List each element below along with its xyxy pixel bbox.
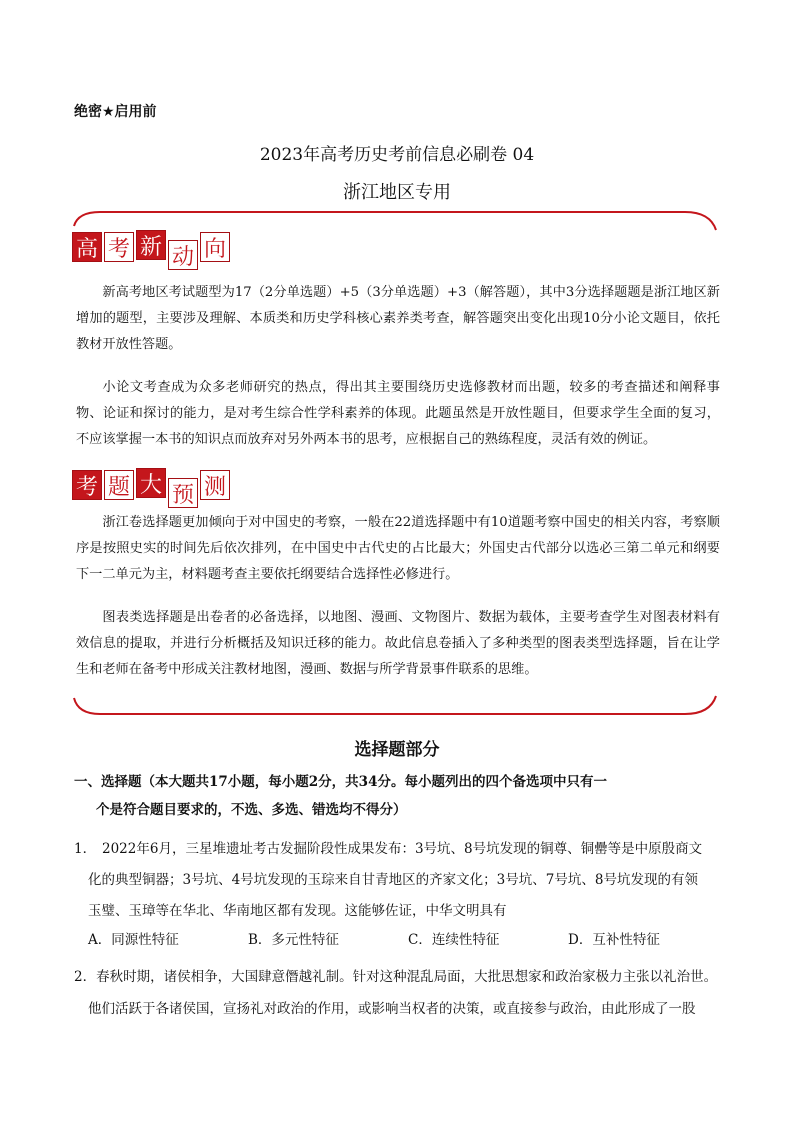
- forecast-paragraph-1: 浙江卷选择题更加倾向于对中国史的考察，一般在22道选择题中有10道题考察中国史的相关内容，考察顺序是按照史实的时间先后依次排列，在中国史中古代史的占比最大；外国史古代部分以选必三第二单元和纲要下一二单元为主，材料题考查主要依托纲要结合选择性必修进行。: [76, 515, 720, 582]
- badge-char: 动: [168, 240, 198, 270]
- question-2: [74, 961, 734, 1025]
- page-title: 2023年高考历史考前信息必刷卷 04: [259, 145, 535, 165]
- badge-char: 大: [136, 468, 166, 498]
- question-text-line: 2．春秋时期，诸侯相争，大国肆意僭越礼制。针对这种混乱局面，大批思想家和政治家极力主张以礼治世。: [74, 969, 718, 985]
- badge-char: 题: [104, 470, 134, 500]
- question-number: 1．: [74, 841, 97, 857]
- badge-char: 考: [72, 470, 102, 500]
- section-instructions: [74, 768, 724, 824]
- section-heading: 一、选择题: [74, 774, 142, 790]
- forecast-paragraph-2: 图表类选择题是出卷者的必备选择，以地图、漫画、文物图片、数据为载体，主要考查学生对图表材料有效信息的提取，并进行分析概括及知识迁移的能力。故此信息卷插入了多种类型的图表类型选择题，旨在让学生和老师在备考中形成关注教材地图，漫画、数据与所学背景事件联系的思维。: [76, 610, 720, 677]
- badge-char: 向: [200, 232, 230, 262]
- badge-char: 新: [136, 230, 166, 260]
- section-note-line-2: 个是符合题目要求的，不选、多选、错选均不得分）: [96, 802, 407, 818]
- badge-exam-forecast: [72, 470, 230, 508]
- page-subtitle: 浙江地区专用: [343, 182, 451, 203]
- badge-char: 测: [200, 470, 230, 500]
- section-title: 选择题部分: [354, 740, 440, 760]
- intro-paragraph-1: 新高考地区考试题型为17（2分单选题）+5（3分单选题）+3（解答题），其中3分选择题题是浙江地区新增加的题型，主要涉及理解、本质类和历史学科核心素养类考查，解答题突出变化出现10分小论文题目，依托教材开放性答题。: [76, 285, 720, 352]
- question-text-line: 他们活跃于各诸侯国，宣扬礼对政治的作用，或影响当权者的决策，或直接参与政治，由此形成了一股: [88, 1001, 696, 1017]
- badge-char: 预: [168, 478, 198, 508]
- question-text-line: 化的典型铜器；3号坑、4号坑发现的玉琮来自甘青地区的齐家文化；3号坑、7号坑、8号坑发现的有领: [88, 872, 698, 888]
- question-1: [74, 834, 724, 927]
- question-text-line: 2022年6月，三星堆遗址考古发掘阶段性成果发布：3号坑、8号坑发现的铜尊、铜罍等是中原殷商文: [102, 841, 703, 857]
- badge-gaokao-trends: [72, 232, 230, 270]
- confidential-label: 绝密★启用前: [74, 104, 157, 120]
- badge-char: 考: [104, 232, 134, 262]
- section-note-line-1: （本大题共17小题，每小题2分，共34分。每小题列出的四个备选项中只有一: [141, 774, 607, 790]
- option-b[interactable]: B．多元性特征: [248, 932, 339, 948]
- option-a[interactable]: A．同源性特征: [88, 932, 179, 948]
- question-1-options: [88, 928, 728, 948]
- option-d[interactable]: D．互补性特征: [568, 932, 660, 948]
- option-c[interactable]: C．连续性特征: [408, 932, 500, 948]
- badge-char: 高: [72, 232, 102, 262]
- intro-paragraph-2: 小论文考查成为众多老师研究的热点，得出其主要围绕历史选修教材而出题，较多的考查描述和阐释事物、论证和探讨的能力，是对考生综合性学科素养的体现。此题虽然是开放性题目，但要求学生全面的复习，不应该掌握一本书的知识点而放弃对另外两本书的思考，应根据自己的熟练程度，灵活有效的例证。: [76, 380, 720, 447]
- question-text-line: 玉璧、玉璋等在华北、华南地区都有发现。这能够佐证，中华文明具有: [88, 903, 507, 919]
